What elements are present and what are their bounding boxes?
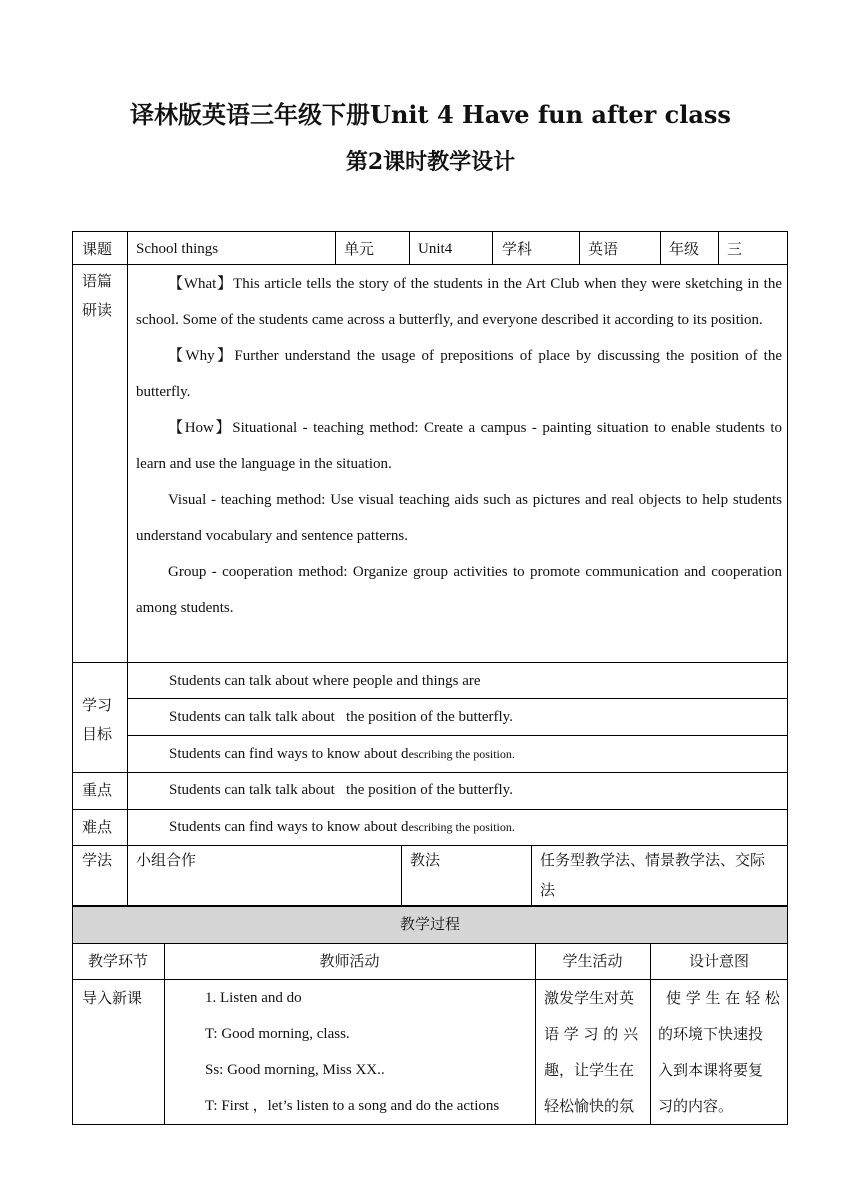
reading-label: 语篇 研读 [82,272,113,319]
col-stage-header: 教学环节 [87,952,148,970]
document-title: 译林版英语三年级下册Unit 4 Have fun after class [130,100,731,129]
rule [401,845,402,905]
grade-label: 年级 [669,240,700,258]
teaching-method-label: 教法 [410,851,441,869]
objectives-label: 学习 目标 [82,696,113,743]
unit-label: 单元 [344,240,375,258]
rule [718,231,719,264]
difficulty-label: 难点 [82,818,113,836]
rule [127,264,128,845]
subject-label: 学科 [502,240,533,258]
objective-2: Students can talk talk about the position of the butterfly. [169,709,513,725]
rule [660,231,661,264]
document-subtitle: 第2课时教学设计 [345,149,516,175]
subject-value: 英语 [588,240,619,258]
unit-value: Unit4 [418,241,453,257]
teacher-line: T: First ，let’s listen to a song and do the actions [205,1098,500,1114]
process-section-title: 教学过程 [399,915,460,933]
teacher-line: 1. Listen and do [205,990,302,1006]
reading-visual: Visual - teaching method: Use visual teaching aids such as pictures and real objects to help students understand vocabulary and sentence patterns. [136,492,782,544]
teacher-line: Ss: Good morning, Miss XX.. [205,1062,385,1078]
lesson-plan-table [72,231,788,1125]
grade-value: 三 [727,240,743,258]
rule [531,845,532,905]
difficulty-text: Students can find ways to know about describing the position. [169,819,515,835]
rule [72,231,73,1125]
col-intent-header: 设计意图 [688,952,749,970]
rule [335,231,336,264]
rule [579,231,580,264]
key-point-text: Students can talk talk about the position of the butterfly. [169,782,513,798]
learning-method-value: 小组合作 [136,851,197,869]
rule [492,231,493,264]
teaching-method-value: 任务型教学法、情景教学法、交际 法 [540,851,766,899]
key-point-label: 重点 [82,781,113,799]
reading-analysis [136,266,782,626]
col-student-header: 学生活动 [562,952,623,970]
rule [409,231,410,264]
objective-1: Students can talk about where people and things are [169,673,481,689]
reading-group: Group - cooperation method: Organize group activities to promote communication and cooperation among students. [136,564,782,616]
col-teacher-header: 教师活动 [319,952,380,970]
reading-what: 【What】This article tells the story of the students in the Art Club when they were sketching in the school. Some of the students came across a butterfly, and everyone described it according to its position. [136,276,782,328]
stage-lead-in: 导入新课 [82,989,143,1007]
topic-value: School things [136,241,219,257]
reading-how: 【How】Situational - teaching method: Create a campus - painting situation to enable students to learn and use the language in the situation. [136,420,782,472]
rule [787,231,788,1125]
teacher-activity [205,980,499,1124]
topic-label: 课题 [82,240,113,258]
rule [127,845,128,905]
teacher-line: T: Good morning, class. [205,1026,350,1042]
design-intent: 使 学 生 在 轻 松 的环境下快速投 入到本课将要复 习的内容。 [658,989,780,1115]
learning-method-label: 学法 [82,851,113,869]
reading-why: 【Why】Further understand the usage of prepositions of place by discussing the position of the butterfly. [136,348,782,400]
rule [72,1124,788,1125]
student-activity: 激发学生对英 语 学 习 的 兴 趣，让学生在 轻松愉快的氛 [544,989,639,1115]
objective-3: Students can find ways to know about describing the position. [169,746,515,762]
rule [127,231,128,264]
